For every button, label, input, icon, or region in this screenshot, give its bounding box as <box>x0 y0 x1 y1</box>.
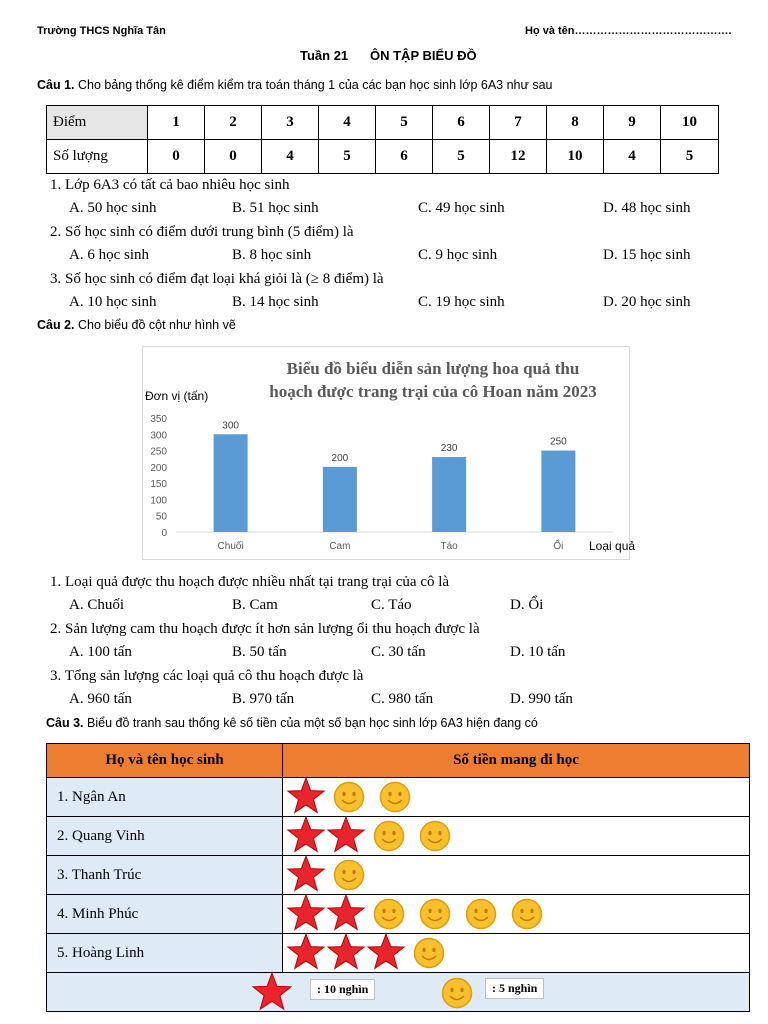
answer-option[interactable]: A. 6 học sinh <box>69 247 149 263</box>
money-icons <box>283 934 750 973</box>
score-cell: 6 <box>433 106 490 140</box>
score-cell: 5 <box>376 106 433 140</box>
col-student-name: Họ và tên học sinh <box>47 744 283 778</box>
student-name: 5. Hoàng Linh <box>47 934 283 973</box>
score-cell: 10 <box>661 106 719 140</box>
answer-option[interactable]: D. 990 tấn <box>510 691 573 707</box>
star-icon <box>327 934 365 972</box>
smiley-icon <box>419 898 451 930</box>
pictograph-table <box>46 743 750 1012</box>
smiley-icon <box>373 820 405 852</box>
student-name: 4. Minh Phúc <box>47 895 283 934</box>
question-1-prompt <box>37 78 553 92</box>
smiley-icon <box>413 937 445 969</box>
smiley-icon <box>511 898 543 930</box>
bar-2 <box>432 457 466 532</box>
legend-star-icon <box>252 973 292 1013</box>
smiley-icon <box>333 781 365 813</box>
question-2-label: Câu 2. <box>37 318 75 332</box>
count-cell: 5 <box>661 140 719 174</box>
legend-cell <box>47 973 750 1012</box>
star-icon <box>287 778 325 816</box>
x-tick-label: Ổi <box>553 541 564 552</box>
answer-option[interactable]: A. 50 học sinh <box>69 200 157 216</box>
answer-option[interactable]: B. Cam <box>232 597 278 613</box>
answer-option[interactable]: B. 970 tấn <box>232 691 295 707</box>
week-label: Tuần 21 <box>300 48 349 63</box>
count-cell: 4 <box>262 140 319 174</box>
score-cell: 9 <box>604 106 661 140</box>
y-tick-label: 50 <box>155 511 167 523</box>
count-cell: 4 <box>604 140 661 174</box>
school-name: Trường THCS Nghĩa Tân <box>37 25 166 37</box>
bar-3 <box>541 451 575 532</box>
star-icon <box>327 817 365 855</box>
answer-option[interactable]: A. 100 tấn <box>69 644 132 660</box>
answer-option[interactable]: C. Táo <box>371 597 412 613</box>
data-label: 200 <box>331 452 349 464</box>
student-name: 1. Ngân An <box>47 778 283 817</box>
answer-option[interactable]: D. 20 học sinh <box>603 294 691 310</box>
score-row <box>47 106 719 140</box>
chart-title-line-2: hoạch được trang trại của cô Hoan năm 2023 <box>269 382 597 401</box>
answer-option[interactable]: B. 14 học sinh <box>232 294 319 310</box>
question-3-text: Biểu đồ tranh sau thống kê số tiền của một số bạn học sinh lớp 6A3 hiện đang có <box>87 716 538 730</box>
student-name: 2. Quang Vinh <box>47 817 283 856</box>
col-money: Số tiền mang đi học <box>283 744 750 778</box>
count-cell: 6 <box>376 140 433 174</box>
money-icons <box>283 856 750 895</box>
answer-option[interactable]: D. 10 tấn <box>510 644 566 660</box>
money-icons <box>283 817 750 856</box>
answer-option[interactable]: A. 10 học sinh <box>69 294 157 310</box>
q2-item-1: 1. Loại quả được thu hoạch được nhiều nhất tại trang trại của cô là <box>50 574 450 590</box>
pictograph-rows <box>47 778 750 973</box>
y-tick-label: 150 <box>150 479 167 491</box>
x-tick-label: Cam <box>329 541 351 552</box>
answer-option[interactable]: B. 51 học sinh <box>232 200 319 216</box>
star-icon <box>327 895 365 933</box>
score-cell: 7 <box>490 106 547 140</box>
count-row <box>47 140 719 174</box>
chart-title-line-1: Biểu đồ biểu diễn sản lượng hoa quả thu <box>286 359 580 378</box>
answer-option[interactable]: C. 30 tấn <box>371 644 426 660</box>
answer-option[interactable]: C. 19 học sinh <box>418 294 505 310</box>
q1-item-1: 1. Lớp 6A3 có tất cả bao nhiêu học sinh <box>50 177 290 193</box>
y-axis-label: Đơn vị (tấn) <box>145 389 209 403</box>
smiley-icon <box>373 898 405 930</box>
pictograph-row <box>47 817 750 856</box>
answer-option[interactable]: B. 8 học sinh <box>232 247 312 263</box>
score-row-label: Điểm <box>47 106 148 140</box>
answer-option[interactable]: D. Ổi <box>510 597 544 613</box>
pictograph-row <box>47 895 750 934</box>
y-tick-label: 250 <box>150 446 167 458</box>
question-2-text: Cho biểu đồ cột như hình vẽ <box>78 318 236 332</box>
q1-item-2: 2. Số học sinh có điểm dưới trung bình (5 điểm) là <box>50 224 354 240</box>
pictograph-row <box>47 856 750 895</box>
student-name-field[interactable]: Họ và tên……………………………………. <box>525 25 732 37</box>
question-3-label: Câu 3. <box>46 716 84 730</box>
answer-option[interactable]: C. 9 học sinh <box>418 247 498 263</box>
legend-row <box>47 973 750 1012</box>
answer-option[interactable]: B. 50 tấn <box>232 644 287 660</box>
count-cell: 10 <box>547 140 604 174</box>
x-axis-label: Loại quả <box>589 539 636 553</box>
q1-item-3: 3. Số học sinh có điểm đạt loại khá giỏi là (≥ 8 điểm) là <box>50 271 384 287</box>
count-cell: 5 <box>319 140 376 174</box>
legend-smiley-value: : 5 nghìn <box>485 978 544 999</box>
smiley-icon <box>333 859 365 891</box>
answer-option[interactable]: D. 48 học sinh <box>603 200 691 216</box>
y-tick-label: 0 <box>161 528 167 539</box>
x-tick-label: Táo <box>440 541 458 552</box>
data-label: 230 <box>440 443 458 455</box>
legend-star-value: : 10 nghìn <box>310 979 375 1000</box>
count-cell: 0 <box>205 140 262 174</box>
bar-1 <box>323 467 357 532</box>
star-icon <box>367 934 405 972</box>
question-2-prompt <box>37 318 236 332</box>
answer-option[interactable]: D. 15 học sinh <box>603 247 691 263</box>
y-tick-label: 100 <box>150 495 167 507</box>
money-icons <box>283 895 750 934</box>
answer-option[interactable]: C. 980 tấn <box>371 691 434 707</box>
money-icons <box>283 778 750 817</box>
data-label: 300 <box>222 420 239 432</box>
pictograph-row <box>47 934 750 973</box>
student-name: 3. Thanh Trúc <box>47 856 283 895</box>
y-tick-label: 200 <box>150 462 167 474</box>
legend-smiley-icon <box>441 977 473 1009</box>
score-table <box>46 105 719 174</box>
y-tick-label: 300 <box>150 430 167 442</box>
star-icon <box>287 856 325 894</box>
pictograph-row <box>47 778 750 817</box>
count-cell: 0 <box>148 140 205 174</box>
bar-chart <box>142 346 636 560</box>
page-title: ÔN TẬP BIỂU ĐỒ <box>370 48 477 63</box>
q2-item-3: 3. Tổng sản lượng các loại quả cô thu hoạch được là <box>50 668 364 684</box>
data-label: 250 <box>550 436 567 448</box>
y-tick-label: 350 <box>150 414 167 425</box>
score-cell: 2 <box>205 106 262 140</box>
count-row-label: Số lượng <box>47 140 148 174</box>
star-icon <box>287 895 325 933</box>
star-icon <box>287 934 325 972</box>
count-cell: 5 <box>433 140 490 174</box>
smiley-icon <box>465 898 497 930</box>
smiley-icon <box>419 820 451 852</box>
question-1-label: Câu 1. <box>37 78 75 92</box>
answer-option[interactable]: C. 49 học sinh <box>418 200 505 216</box>
answer-option[interactable]: A. 960 tấn <box>69 691 132 707</box>
bar-0 <box>214 434 248 532</box>
x-tick-label: Chuối <box>217 541 244 552</box>
answer-option[interactable]: A. Chuối <box>69 597 125 613</box>
q2-item-2: 2. Sản lượng cam thu hoạch được ít hơn sản lượng ổi thu hoạch được là <box>50 621 480 637</box>
count-cell: 12 <box>490 140 547 174</box>
score-cell: 4 <box>319 106 376 140</box>
star-icon <box>287 817 325 855</box>
chart-canvas <box>143 347 636 559</box>
score-cell: 8 <box>547 106 604 140</box>
smiley-icon <box>379 781 411 813</box>
score-cell: 3 <box>262 106 319 140</box>
score-cell: 1 <box>148 106 205 140</box>
question-3-prompt <box>46 716 538 730</box>
question-1-text: Cho bảng thống kê điểm kiểm tra toán tháng 1 của các bạn học sinh lớp 6A3 như sau <box>78 78 553 92</box>
